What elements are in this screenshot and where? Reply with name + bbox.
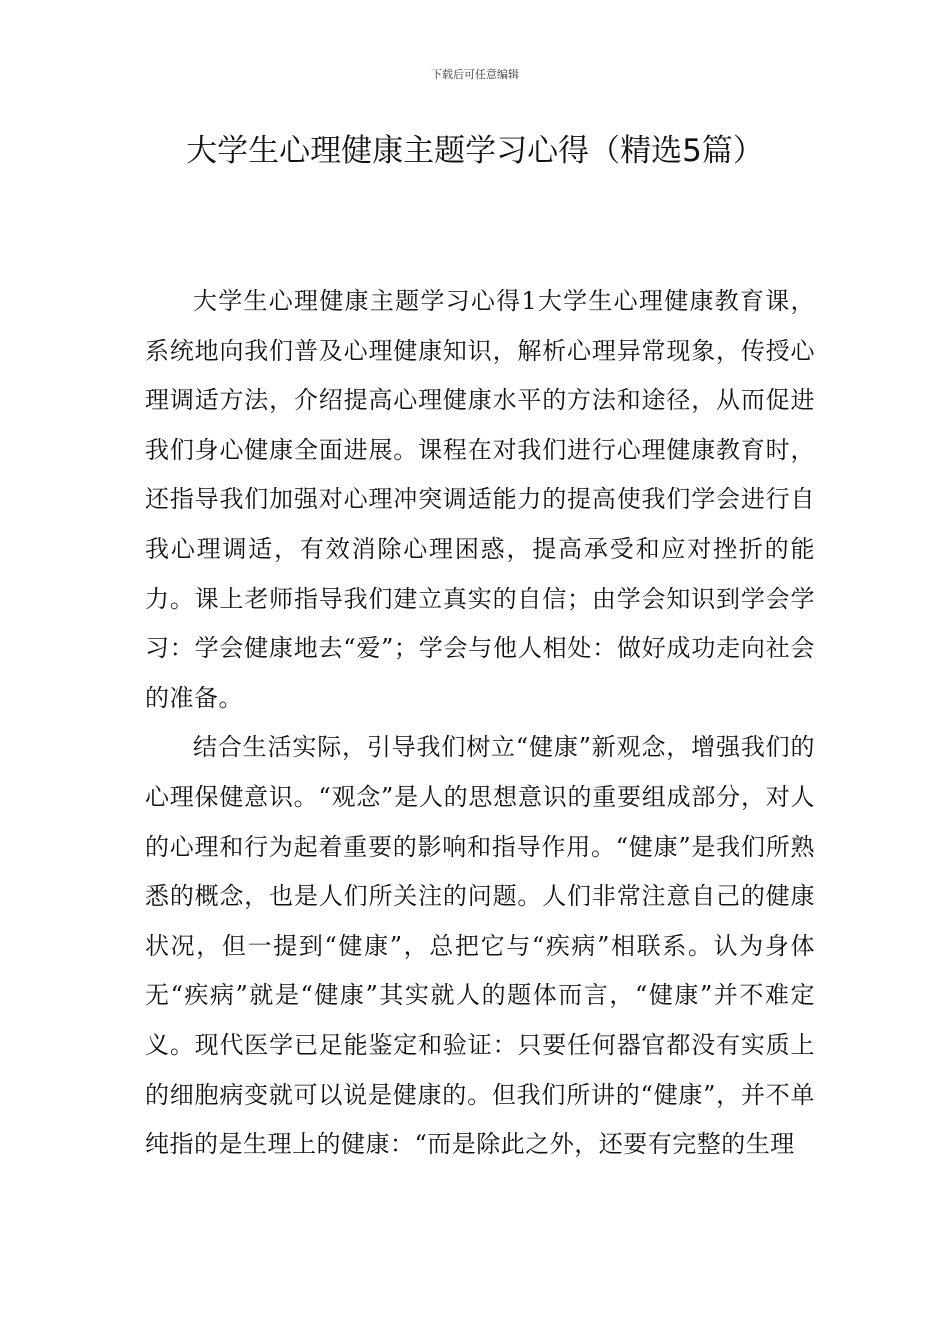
paragraph-1: 大学生心理健康主题学习心得1大学生心理健康教育课，系统地向我们普及心理健康知识，解析心理异常现象，传授心理调适方法，介绍提高心理健康水平的方法和途径，从而促进我们身心健康全面进展。课程在对我们进行心理健康教育时，还指导我们加强对心理冲突调适能力的提高使我们学会进行自我心理调适，有效消除心理困惑，提高承受和应对挫折的能力。课上老师指导我们建立真实的自信；由学会知识到学会学习：学会健康地去“爱”；学会与他人相处：做好成功走向社会的准备。: [145, 287, 815, 712]
document-body: [145, 277, 815, 1170]
document-title: 大学生心理健康主题学习心得（精选5篇）: [186, 133, 764, 169]
header-note: 下载后可任意编辑: [431, 68, 519, 81]
paragraph-2: 结合生活实际，引导我们树立“健康”新观念，增强我们的心理保健意识。“观念”是人的思想意识的重要组成部分，对人的心理和行为起着重要的影响和指导作用。“健康”是我们所熟悉的概念，也是人们所关注的问题。人们非常注意自己的健康状况，但一提到“健康”，总把它与“疾病”相联系。认为身体无“疾病”就是“健康”其实就人的题体而言，“健康”并不难定义。现代医学已足能鉴定和验证：只要任何器官都没有实质上的细胞病变就可以说是健康的。但我们所讲的“健康”，并不单纯指的是生理上的健康：“而是除此之外，还要有完整的生理: [145, 733, 815, 1159]
